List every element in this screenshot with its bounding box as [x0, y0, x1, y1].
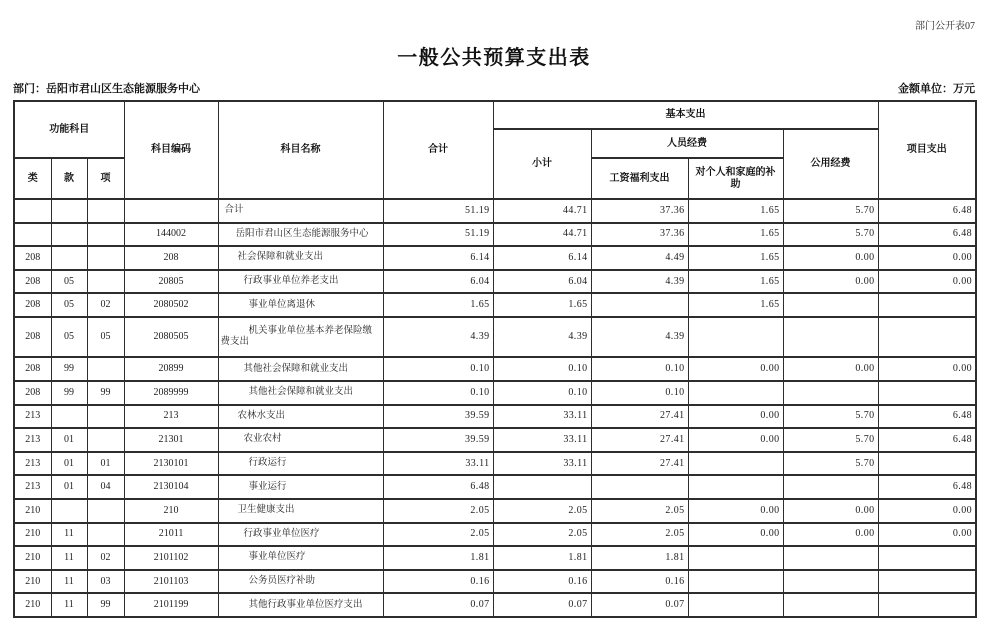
subtotal-cell: 33.11 [493, 452, 591, 476]
total-cell: 2.05 [383, 499, 493, 523]
public-funds-cell [783, 381, 878, 405]
subject-name-cell: 事业单位离退休 [218, 293, 383, 317]
project-expenditure-cell: 0.00 [878, 523, 976, 547]
project-expenditure-cell [878, 593, 976, 617]
subtotal-cell: 6.04 [493, 270, 591, 294]
public-funds-cell [783, 593, 878, 617]
table-row [14, 270, 976, 294]
salary-welfare-cell: 4.39 [591, 317, 688, 357]
salary-welfare-cell: 2.05 [591, 523, 688, 547]
item-cell: 01 [87, 452, 124, 476]
section-cell [51, 223, 87, 247]
department-label: 部门：岳阳市君山区生态能源服务中心 [13, 83, 200, 95]
family-subsidy-cell: 0.00 [688, 428, 783, 452]
public-funds-cell: 0.00 [783, 499, 878, 523]
item-cell: 99 [87, 593, 124, 617]
item-cell: 05 [87, 317, 124, 357]
section-cell: 05 [51, 270, 87, 294]
public-funds-cell: 0.00 [783, 357, 878, 381]
family-subsidy-cell: 0.00 [688, 499, 783, 523]
total-cell: 0.10 [383, 357, 493, 381]
total-cell: 1.81 [383, 546, 493, 570]
subject-name-cell: 其他社会保障和就业支出 [218, 357, 383, 381]
item-cell [87, 357, 124, 381]
salary-welfare-cell: 27.41 [591, 405, 688, 429]
total-cell: 0.07 [383, 593, 493, 617]
subject-name-cell: 岳阳市君山区生态能源服务中心 [218, 223, 383, 247]
subject-code-cell: 2130104 [124, 475, 218, 499]
table-body [14, 199, 976, 617]
total-cell: 6.14 [383, 246, 493, 270]
item-cell [87, 428, 124, 452]
project-expenditure-cell [878, 546, 976, 570]
class-cell: 210 [14, 499, 51, 523]
class-cell: 210 [14, 546, 51, 570]
subject-name-cell: 机关事业单位基本养老保险缴费支出 [218, 317, 383, 357]
section-cell: 99 [51, 357, 87, 381]
family-subsidy-cell [688, 452, 783, 476]
project-expenditure-cell: 6.48 [878, 199, 976, 223]
subtotal-cell: 44.71 [493, 199, 591, 223]
total-cell: 2.05 [383, 523, 493, 547]
salary-welfare-cell: 37.36 [591, 199, 688, 223]
class-cell: 208 [14, 246, 51, 270]
class-cell: 213 [14, 405, 51, 429]
subtotal-cell: 2.05 [493, 523, 591, 547]
header-family-subsidy: 对个人和家庭的补助 [688, 158, 783, 199]
family-subsidy-cell [688, 546, 783, 570]
project-expenditure-cell [878, 317, 976, 357]
salary-welfare-cell [591, 293, 688, 317]
item-cell: 02 [87, 293, 124, 317]
header-project-expenditure: 项目支出 [878, 101, 976, 199]
project-expenditure-cell [878, 293, 976, 317]
project-expenditure-cell [878, 381, 976, 405]
total-cell: 6.04 [383, 270, 493, 294]
table-header [14, 101, 976, 199]
subject-code-cell: 2101102 [124, 546, 218, 570]
subject-code-cell: 2101103 [124, 570, 218, 594]
public-funds-cell [783, 475, 878, 499]
total-cell: 6.48 [383, 475, 493, 499]
subtotal-cell [493, 475, 591, 499]
subtotal-cell: 2.05 [493, 499, 591, 523]
subject-name-cell: 事业单位医疗 [218, 546, 383, 570]
item-cell: 03 [87, 570, 124, 594]
header-salary-welfare: 工资福利支出 [591, 158, 688, 199]
subject-code-cell: 21011 [124, 523, 218, 547]
project-expenditure-cell: 6.48 [878, 428, 976, 452]
table-row [14, 428, 976, 452]
project-expenditure-cell: 6.48 [878, 475, 976, 499]
subject-code-cell: 213 [124, 405, 218, 429]
amount-unit-label: 金额单位：万元 [898, 83, 975, 95]
subtotal-cell: 44.71 [493, 223, 591, 247]
family-subsidy-cell: 1.65 [688, 223, 783, 247]
section-cell: 99 [51, 381, 87, 405]
subject-code-cell: 2080505 [124, 317, 218, 357]
subtotal-cell: 6.14 [493, 246, 591, 270]
subject-code-cell: 2101199 [124, 593, 218, 617]
page-title: 一般公共预算支出表 [397, 47, 591, 69]
subtotal-cell: 0.07 [493, 593, 591, 617]
total-cell: 33.11 [383, 452, 493, 476]
public-funds-cell [783, 570, 878, 594]
table-row [14, 475, 976, 499]
section-cell [51, 246, 87, 270]
public-funds-cell: 5.70 [783, 405, 878, 429]
header-class: 类 [14, 158, 51, 199]
section-cell [51, 405, 87, 429]
class-cell: 213 [14, 428, 51, 452]
subject-name-cell: 行政事业单位养老支出 [218, 270, 383, 294]
header-functional-subject: 功能科目 [14, 101, 124, 158]
family-subsidy-cell [688, 570, 783, 594]
header-subject-name: 科目名称 [218, 101, 383, 199]
family-subsidy-cell: 1.65 [688, 270, 783, 294]
subject-code-cell: 210 [124, 499, 218, 523]
project-expenditure-cell: 0.00 [878, 357, 976, 381]
public-funds-cell: 0.00 [783, 270, 878, 294]
subtotal-cell: 0.16 [493, 570, 591, 594]
public-funds-cell: 5.70 [783, 428, 878, 452]
salary-welfare-cell: 0.10 [591, 357, 688, 381]
subject-name-cell: 行政事业单位医疗 [218, 523, 383, 547]
section-cell: 01 [51, 475, 87, 499]
subtotal-cell: 33.11 [493, 405, 591, 429]
subject-name-cell: 其他社会保障和就业支出 [218, 381, 383, 405]
item-cell [87, 270, 124, 294]
public-funds-cell [783, 317, 878, 357]
project-expenditure-cell: 0.00 [878, 499, 976, 523]
budget-table [13, 100, 977, 618]
section-cell: 05 [51, 293, 87, 317]
table-row [14, 223, 976, 247]
salary-welfare-cell: 4.39 [591, 270, 688, 294]
header-subject-code: 科目编码 [124, 101, 218, 199]
family-subsidy-cell: 1.65 [688, 293, 783, 317]
section-cell: 11 [51, 570, 87, 594]
total-cell: 39.59 [383, 428, 493, 452]
item-cell [87, 199, 124, 223]
subject-name-cell: 农林水支出 [218, 405, 383, 429]
section-cell: 11 [51, 523, 87, 547]
family-subsidy-cell: 0.00 [688, 405, 783, 429]
class-cell: 208 [14, 317, 51, 357]
doc-sheet-label: 部门公开表07 [915, 21, 975, 32]
subtotal-cell: 0.10 [493, 381, 591, 405]
family-subsidy-cell: 0.00 [688, 357, 783, 381]
subject-code-cell: 2130101 [124, 452, 218, 476]
header-total: 合计 [383, 101, 493, 199]
subtotal-cell: 0.10 [493, 357, 591, 381]
total-cell: 4.39 [383, 317, 493, 357]
family-subsidy-cell [688, 381, 783, 405]
class-cell: 210 [14, 570, 51, 594]
table-row [14, 293, 976, 317]
project-expenditure-cell: 0.00 [878, 270, 976, 294]
item-cell [87, 246, 124, 270]
salary-welfare-cell: 2.05 [591, 499, 688, 523]
section-cell: 11 [51, 546, 87, 570]
project-expenditure-cell [878, 570, 976, 594]
header-personnel-funds: 人员经费 [591, 129, 783, 158]
table-row [14, 357, 976, 381]
table-row [14, 405, 976, 429]
public-funds-cell: 5.70 [783, 199, 878, 223]
item-cell [87, 405, 124, 429]
family-subsidy-cell [688, 317, 783, 357]
family-subsidy-cell [688, 593, 783, 617]
subject-name-cell: 农业农村 [218, 428, 383, 452]
class-cell: 208 [14, 293, 51, 317]
public-funds-cell: 5.70 [783, 223, 878, 247]
header-public-funds: 公用经费 [783, 129, 878, 199]
salary-welfare-cell: 0.16 [591, 570, 688, 594]
public-funds-cell: 0.00 [783, 523, 878, 547]
public-funds-cell [783, 546, 878, 570]
subject-code-cell: 208 [124, 246, 218, 270]
subject-name-cell: 卫生健康支出 [218, 499, 383, 523]
subject-name-cell: 其他行政事业单位医疗支出 [218, 593, 383, 617]
class-cell: 213 [14, 475, 51, 499]
subject-name-cell: 行政运行 [218, 452, 383, 476]
item-cell: 99 [87, 381, 124, 405]
class-cell: 208 [14, 357, 51, 381]
section-cell [51, 499, 87, 523]
total-cell: 51.19 [383, 199, 493, 223]
salary-welfare-cell: 0.10 [591, 381, 688, 405]
table-row [14, 570, 976, 594]
project-expenditure-cell: 0.00 [878, 246, 976, 270]
public-funds-cell [783, 293, 878, 317]
public-funds-cell: 5.70 [783, 452, 878, 476]
section-cell: 05 [51, 317, 87, 357]
subject-code-cell: 144002 [124, 223, 218, 247]
subject-code-cell [124, 199, 218, 223]
salary-welfare-cell: 0.07 [591, 593, 688, 617]
table-row [14, 546, 976, 570]
project-expenditure-cell: 6.48 [878, 405, 976, 429]
header-item: 项 [87, 158, 124, 199]
section-cell: 01 [51, 428, 87, 452]
class-cell: 208 [14, 270, 51, 294]
section-cell: 01 [51, 452, 87, 476]
item-cell: 02 [87, 546, 124, 570]
salary-welfare-cell: 27.41 [591, 452, 688, 476]
subject-name-cell: 公务员医疗补助 [218, 570, 383, 594]
subject-name-cell: 合计 [218, 199, 383, 223]
table-meta-line [13, 80, 975, 96]
family-subsidy-cell: 0.00 [688, 523, 783, 547]
table-row [14, 381, 976, 405]
table-row [14, 593, 976, 617]
table-row [14, 499, 976, 523]
subject-code-cell: 20805 [124, 270, 218, 294]
project-expenditure-cell: 6.48 [878, 223, 976, 247]
section-cell [51, 199, 87, 223]
item-cell [87, 499, 124, 523]
subject-code-cell: 2089999 [124, 381, 218, 405]
salary-welfare-cell [591, 475, 688, 499]
subject-code-cell: 21301 [124, 428, 218, 452]
subject-code-cell: 20899 [124, 357, 218, 381]
family-subsidy-cell: 1.65 [688, 199, 783, 223]
item-cell: 04 [87, 475, 124, 499]
item-cell [87, 523, 124, 547]
salary-welfare-cell: 4.49 [591, 246, 688, 270]
class-cell: 213 [14, 452, 51, 476]
family-subsidy-cell: 1.65 [688, 246, 783, 270]
public-funds-cell: 0.00 [783, 246, 878, 270]
header-subtotal: 小计 [493, 129, 591, 199]
table-row [14, 246, 976, 270]
subject-code-cell: 2080502 [124, 293, 218, 317]
subtotal-cell: 4.39 [493, 317, 591, 357]
class-cell [14, 199, 51, 223]
family-subsidy-cell [688, 475, 783, 499]
header-section: 款 [51, 158, 87, 199]
subtotal-cell: 1.65 [493, 293, 591, 317]
table-row [14, 523, 976, 547]
total-cell: 0.16 [383, 570, 493, 594]
class-cell [14, 223, 51, 247]
total-cell: 0.10 [383, 381, 493, 405]
class-cell: 210 [14, 593, 51, 617]
subtotal-cell: 1.81 [493, 546, 591, 570]
salary-welfare-cell: 27.41 [591, 428, 688, 452]
subtotal-cell: 33.11 [493, 428, 591, 452]
class-cell: 208 [14, 381, 51, 405]
table-row [14, 317, 976, 357]
section-cell: 11 [51, 593, 87, 617]
total-cell: 39.59 [383, 405, 493, 429]
table-row [14, 199, 976, 223]
subject-name-cell: 事业运行 [218, 475, 383, 499]
header-basic-expenditure: 基本支出 [493, 101, 878, 129]
total-cell: 1.65 [383, 293, 493, 317]
salary-welfare-cell: 1.81 [591, 546, 688, 570]
salary-welfare-cell: 37.36 [591, 223, 688, 247]
total-cell: 51.19 [383, 223, 493, 247]
project-expenditure-cell [878, 452, 976, 476]
subject-name-cell: 社会保障和就业支出 [218, 246, 383, 270]
class-cell: 210 [14, 523, 51, 547]
table-row [14, 452, 976, 476]
item-cell [87, 223, 124, 247]
